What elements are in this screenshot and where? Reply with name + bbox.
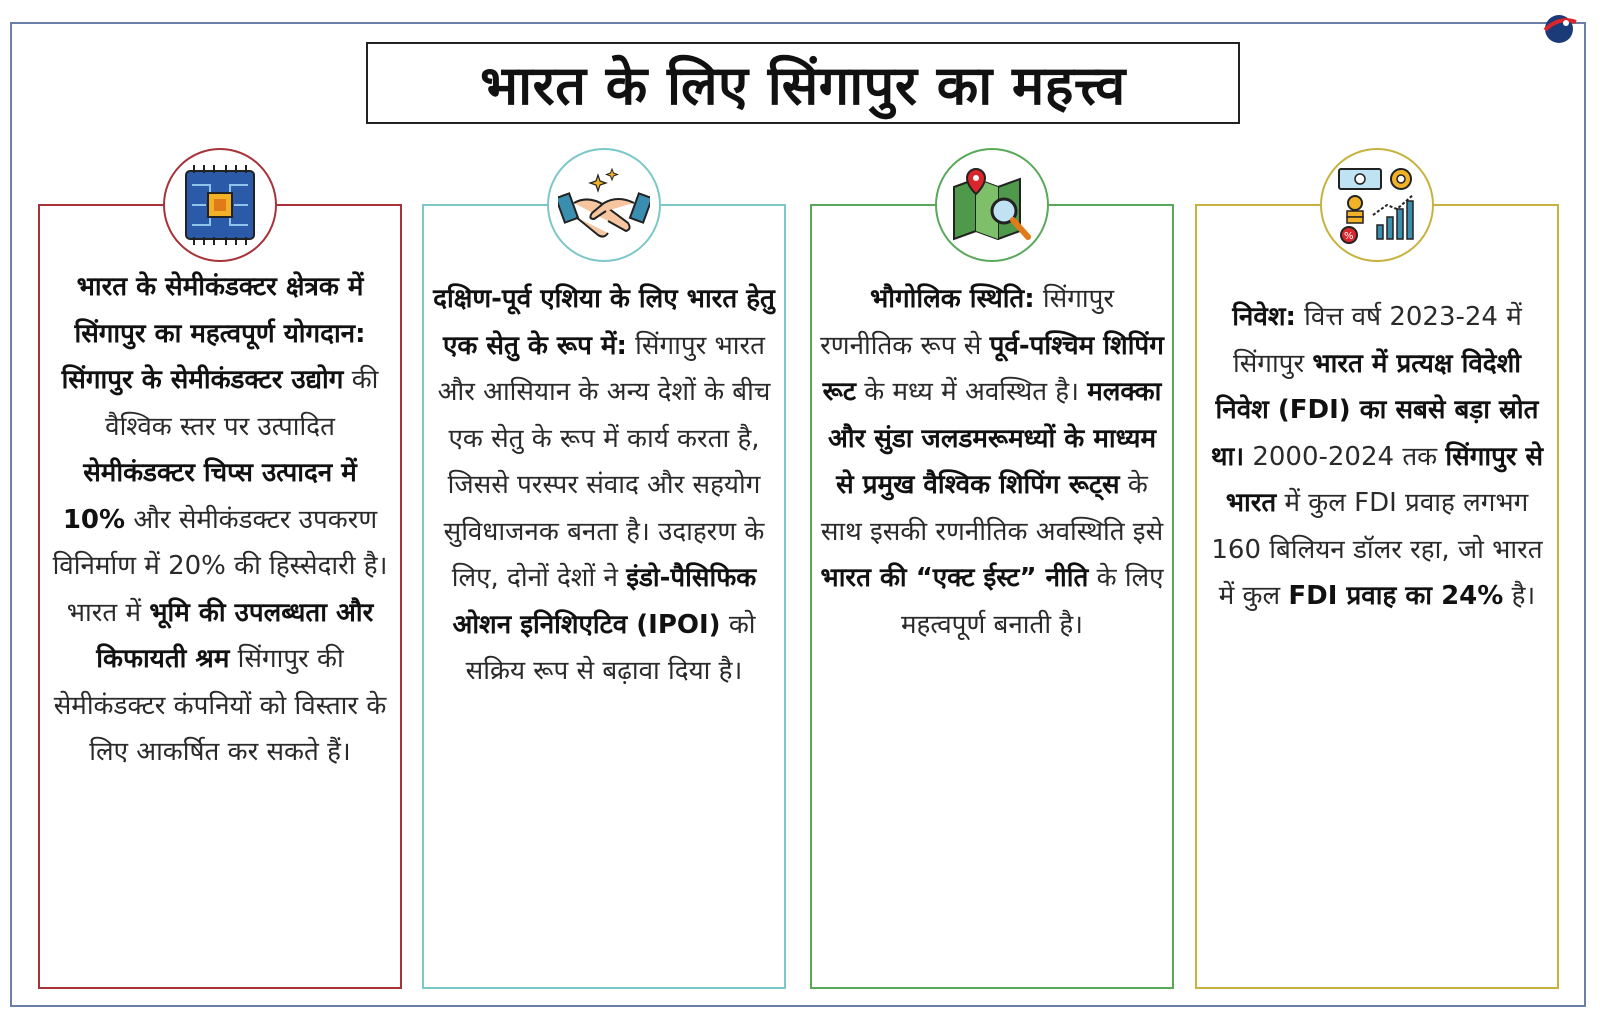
card-text xyxy=(820,276,1164,973)
text: सिंगापुर की सेमीकंडक्टर कंपनियों को विस्तार के लिए आकर्षित कर सकते हैं। xyxy=(53,644,387,767)
icon-circle xyxy=(163,148,277,262)
text: वित्त वर्ष 2023-24 में सिंगापुर xyxy=(1233,302,1522,379)
text-bold: भूमि की उपलब्धता और किफायती श्रम xyxy=(96,597,374,674)
card-semiconductor xyxy=(38,204,402,989)
text-bold: सिंगापुर के सेमीकंडक्टर उद्योग xyxy=(61,365,344,395)
svg-text:%: % xyxy=(1344,231,1354,242)
card-investment xyxy=(1195,204,1559,989)
card-bridge xyxy=(422,204,786,989)
handshake-icon xyxy=(558,165,650,245)
text-bold: भारत की “एक्ट ईस्ट” नीति xyxy=(820,563,1089,593)
card-heading: निवेश: xyxy=(1232,302,1296,332)
icon-circle xyxy=(547,148,661,262)
icon-circle xyxy=(935,148,1049,262)
text-bold: सेमीकंडक्टर चिप्स उत्पादन में 10% xyxy=(62,458,357,535)
brand-logo-icon xyxy=(1536,8,1578,50)
text: में कुल FDI प्रवाह लगभग 160 बिलियन डॉलर रहा, जो भारत में कुल xyxy=(1211,488,1543,611)
text: को सक्रिय रूप से बढ़ावा दिया है। xyxy=(465,609,756,686)
text: सिंगापुर रणनीतिक रूप से xyxy=(820,284,1115,361)
text-bold: FDI प्रवाह का 24% xyxy=(1288,581,1504,611)
card-text xyxy=(48,264,392,973)
text-bold: सिंगापुर से भारत xyxy=(1225,441,1544,518)
card-text xyxy=(432,276,776,973)
text: सिंगापुर भारत और आसियान के अन्य देशों के बीच एक सेतु के रूप में कार्य करता है, जिससे परस्पर संवाद और सहयोग सुविधाजनक बनता है। उदाहरण के लिए, दोनों देशों ने xyxy=(437,330,771,593)
text-bold: पूर्व-पश्चिम शिपिंग रूट xyxy=(822,330,1164,407)
page-title: भारत के लिए सिंगापुर का महत्त्व xyxy=(480,54,1126,117)
text: और सेमीकंडक्टर उपकरण विनिर्माण में 20% की हिस्सेदारी है। भारत में xyxy=(52,504,388,628)
text: के मध्य में अवस्थित है। xyxy=(855,377,1088,407)
text-bold: मलक्का और सुंडा जलडमरूमध्यों के माध्यम से प्रमुख वैश्विक शिपिंग रूट्स xyxy=(827,377,1162,500)
text: के लिए महत्वपूर्ण बनाती है। xyxy=(900,563,1164,640)
title-box xyxy=(366,42,1240,124)
text: के साथ इसकी रणनीतिक अवस्थिति इसे xyxy=(820,470,1164,547)
text: है। xyxy=(1503,581,1536,611)
card-heading: भौगोलिक स्थिति: xyxy=(869,284,1035,314)
investment-growth-icon xyxy=(1335,165,1419,245)
text: 2000-2024 तक xyxy=(1244,441,1446,472)
card-text xyxy=(1205,294,1549,973)
text: की वैश्विक स्तर पर उत्पादित xyxy=(105,365,379,442)
card-heading: भारत के सेमीकंडक्टर क्षेत्रक में सिंगापुर का महत्वपूर्ण योगदान: xyxy=(74,272,366,349)
microchip-icon xyxy=(180,165,260,245)
map-location-icon xyxy=(950,165,1034,245)
text-bold: इंडो-पैसिफिक ओशन इनिशिएटिव (IPOI) xyxy=(452,563,757,640)
card-heading: दक्षिण-पूर्व एशिया के लिए भारत हेतु एक सेतु के रूप में: xyxy=(433,284,775,361)
card-geography xyxy=(810,204,1174,989)
text-bold: भारत में प्रत्यक्ष विदेशी निवेश (FDI) का सबसे बड़ा स्रोत था। xyxy=(1210,348,1539,472)
icon-circle xyxy=(1320,148,1434,262)
